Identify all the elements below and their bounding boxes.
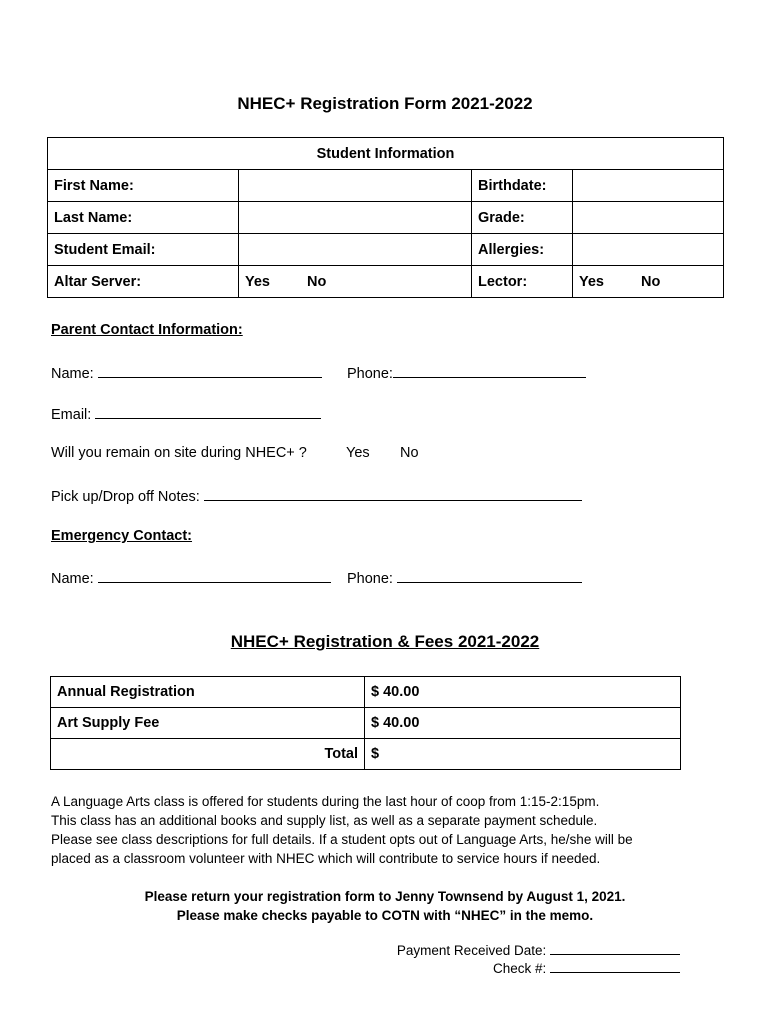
check-number-field[interactable] (550, 958, 680, 973)
student-email-field[interactable] (239, 234, 472, 266)
fees-table (50, 676, 681, 770)
first-name-field[interactable] (239, 170, 472, 202)
student-information-table (47, 137, 724, 298)
paragraph-line: This class has an additional books and supply list, as well as a separate payment schedule. (51, 813, 598, 828)
parent-name-field[interactable] (98, 363, 322, 378)
emergency-phone-line (347, 568, 582, 587)
emergency-name-field[interactable] (98, 568, 331, 583)
fees-title: NHEC+ Registration & Fees 2021-2022 (230, 632, 540, 651)
parent-email-label: Email: (51, 407, 92, 423)
paragraph-line: placed as a classroom volunteer with NHEC which will contribute to service hours if needed. (51, 851, 601, 866)
grade-field[interactable] (573, 202, 724, 234)
parent-phone-label: Phone: (347, 366, 393, 382)
last-name-label: Last Name: (48, 202, 239, 234)
student-info-header: Student Information (48, 138, 724, 170)
parent-name-line (51, 363, 322, 382)
check-number-line (493, 958, 680, 976)
fee-row (51, 708, 681, 739)
remain-on-site-question: Will you remain on site during NHEC+ ? (51, 445, 307, 461)
fee-label: Art Supply Fee (51, 708, 365, 739)
fee-amount: $ 40.00 (365, 708, 681, 739)
total-label: Total (51, 739, 365, 770)
first-name-label: First Name: (48, 170, 239, 202)
payment-received-field[interactable] (550, 940, 680, 955)
emergency-contact-heading: Emergency Contact: (51, 528, 193, 544)
altar-server-options (239, 266, 472, 298)
emergency-phone-label: Phone: (347, 571, 393, 587)
return-note-line1: Please return your registration form to Jenny Townsend by August 1, 2021. (144, 889, 626, 904)
birthdate-field[interactable] (573, 170, 724, 202)
emergency-name-label: Name: (51, 571, 94, 587)
grade-label: Grade: (472, 202, 573, 234)
form-title: NHEC+ Registration Form 2021-2022 (237, 94, 533, 113)
altar-server-yes[interactable]: Yes (245, 273, 270, 290)
allergies-field[interactable] (573, 234, 724, 266)
allergies-label: Allergies: (472, 234, 573, 266)
pickup-notes-field[interactable] (204, 486, 582, 501)
return-note-line2: Please make checks payable to COTN with “NHEC” in the memo. (176, 908, 594, 923)
remain-yes-option[interactable]: Yes (346, 445, 370, 461)
parent-contact-heading: Parent Contact Information: (51, 322, 243, 338)
lector-yes[interactable]: Yes (579, 273, 604, 290)
birthdate-label: Birthdate: (472, 170, 573, 202)
parent-email-field[interactable] (95, 404, 321, 419)
altar-server-no[interactable]: No (307, 273, 327, 290)
fee-total-row (51, 739, 681, 770)
lector-label: Lector: (472, 266, 573, 298)
emergency-phone-field[interactable] (397, 568, 582, 583)
fee-amount: $ 40.00 (365, 677, 681, 708)
payment-received-label: Payment Received Date: (396, 943, 547, 958)
payment-received-line (397, 940, 680, 958)
remain-no-option[interactable]: No (400, 445, 419, 461)
check-number-label: Check #: (492, 961, 547, 976)
lector-no[interactable]: No (641, 273, 661, 290)
paragraph-line: A Language Arts class is offered for students during the last hour of coop from 1:15-2:15pm. (51, 794, 600, 809)
emergency-name-line (51, 568, 331, 587)
student-email-label: Student Email: (48, 234, 239, 266)
language-arts-paragraph (51, 792, 691, 868)
fee-label: Annual Registration (51, 677, 365, 708)
last-name-field[interactable] (239, 202, 472, 234)
parent-name-label: Name: (51, 366, 94, 382)
altar-server-label: Altar Server: (48, 266, 239, 298)
pickup-notes-label: Pick up/Drop off Notes: (51, 489, 200, 505)
paragraph-line: Please see class descriptions for full details. If a student opts out of Language Arts, he/she will be (51, 832, 633, 847)
pickup-notes-line (51, 486, 582, 505)
parent-phone-line (347, 363, 586, 382)
total-amount[interactable]: $ (365, 739, 681, 770)
parent-email-line (51, 404, 321, 423)
parent-phone-field[interactable] (393, 363, 586, 378)
fee-row (51, 677, 681, 708)
lector-options (573, 266, 724, 298)
